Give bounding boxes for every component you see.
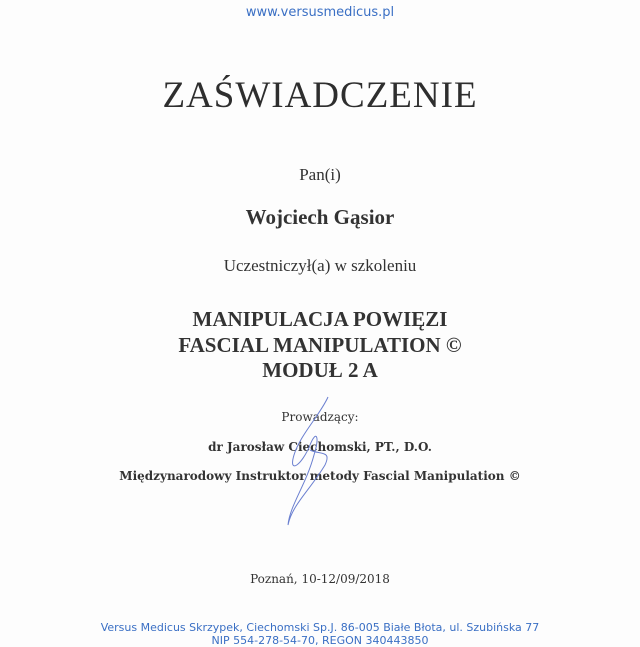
signature-image [280,395,340,530]
place-date: Poznań, 10-12/09/2018 [250,572,390,586]
lead-label: Prowadzący: [281,410,359,424]
course-title-line: MANIPULACJA POWIĘZI [192,307,448,331]
website-link[interactable]: www.versusmedicus.pl [245,5,395,20]
participation-text: Uczestniczył(a) w szkoleniu [223,256,417,275]
footer-ids: NIP 554-278-54-70, REGON 340443850 [211,634,429,647]
certificate-title: ZAŚWIADCZENIE [162,75,478,116]
salutation: Pan(i) [299,165,341,184]
instructor-name: dr Jarosław Ciechomski, PT., D.O. [208,440,432,454]
instructor-role: Międzynarodowy Instruktor metody Fascial Manipulation © [119,469,521,483]
course-title-line: MODUŁ 2 A [262,358,378,382]
footer-address: Versus Medicus Skrzypek, Ciechomski Sp.J. 86-005 Białe Błota, ul. Szubińska 77 [100,621,540,634]
recipient-name: Wojciech Gąsior [245,205,395,229]
course-title-line: FASCIAL MANIPULATION © [178,333,462,357]
